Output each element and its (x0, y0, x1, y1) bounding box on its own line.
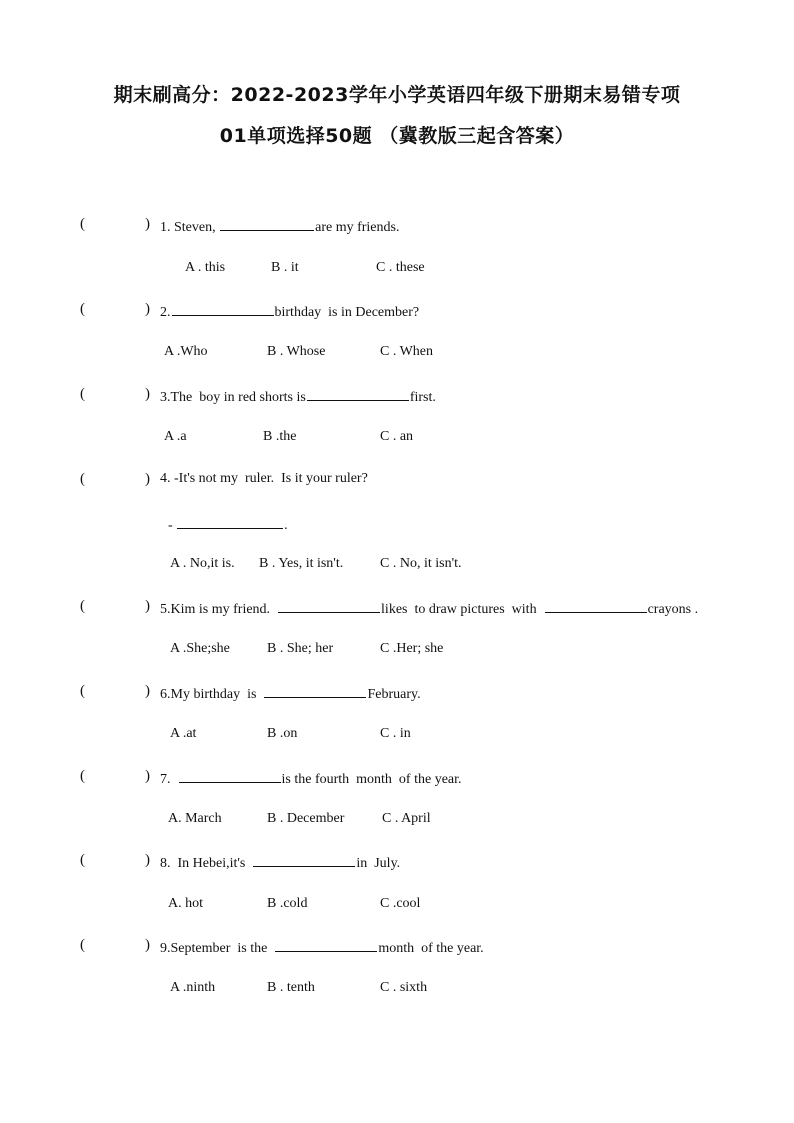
option-b: B . December (267, 811, 345, 826)
option-b: B .the (263, 429, 297, 444)
option-c: C . in (380, 726, 411, 741)
question-4 (0, 469, 794, 493)
answer-blank (253, 852, 355, 867)
answer-paren-left: ( (80, 471, 85, 487)
answer-blank (172, 301, 274, 316)
stem-text: February. (367, 687, 421, 702)
stem-text: is the fourth month of the year. (281, 772, 462, 787)
options-row (0, 342, 794, 364)
options-row (0, 809, 794, 831)
stem-text: are my friends. (315, 220, 400, 235)
question-9 (0, 935, 794, 959)
stem-text: month of the year. (378, 941, 484, 956)
answer-paren-right: ) (145, 852, 150, 868)
option-b: B .cold (267, 896, 308, 911)
stem-text: in July. (356, 856, 401, 871)
option-a: A. March (168, 811, 222, 826)
answer-paren-right: ) (145, 683, 150, 699)
option-c: C . sixth (380, 980, 428, 995)
option-b: B .on (267, 726, 298, 741)
dash-text: - (168, 518, 177, 533)
answer-paren-right: ) (145, 301, 150, 317)
option-a: A . this (185, 260, 226, 275)
stem-text: 8. In Hebei,it's (160, 856, 253, 871)
question-1 (0, 214, 794, 238)
option-c: C . April (382, 811, 431, 826)
option-c: C . No, it isn't. (380, 556, 462, 571)
answer-line (0, 512, 794, 534)
answer-paren-left: ( (80, 216, 85, 232)
answer-paren-left: ( (80, 852, 85, 868)
stem-text: 1. Steven, (160, 220, 220, 235)
stem-text: likes to draw pictures with (381, 602, 544, 617)
options-row (0, 724, 794, 746)
answer-blank (220, 216, 314, 231)
answer-paren-right: ) (145, 386, 150, 402)
answer-paren-left: ( (80, 768, 85, 784)
question-stem (160, 301, 419, 321)
answer-paren-right: ) (145, 768, 150, 784)
answer-paren-left: ( (80, 301, 85, 317)
option-a: A . No,it is. (170, 556, 235, 571)
answer-paren-right: ) (145, 937, 150, 953)
option-a: A .Who (164, 344, 208, 359)
answer-paren-right: ) (145, 471, 150, 487)
stem-text: 3.The boy in red shorts is (160, 390, 306, 405)
options-row (0, 978, 794, 1000)
option-b: B . Yes, it isn't. (259, 556, 344, 571)
option-b: B . Whose (267, 344, 326, 359)
question-stem (160, 852, 400, 872)
answer-dash-line: - . (168, 514, 288, 534)
answer-blank (545, 598, 647, 613)
option-b: B . it (271, 260, 299, 275)
option-b: B . She; her (267, 641, 334, 656)
option-a: A .ninth (170, 980, 216, 995)
answer-paren-left: ( (80, 386, 85, 402)
option-b: B . tenth (267, 980, 315, 995)
stem-text: first. (409, 390, 436, 405)
question-5 (0, 596, 794, 620)
stem-text: crayons . (647, 602, 699, 617)
answer-blank (177, 514, 283, 529)
question-7 (0, 766, 794, 790)
options-row (0, 554, 794, 576)
stem-text: birthday is in December? (274, 305, 420, 320)
answer-paren-left: ( (80, 683, 85, 699)
question-stem: 4. -It's not my ruler. Is it your ruler? (160, 471, 368, 486)
question-8 (0, 850, 794, 874)
option-c: C . an (380, 429, 414, 444)
stem-text: 6.My birthday is (160, 687, 264, 702)
stem-text: 7. (160, 772, 178, 787)
answer-paren-right: ) (145, 216, 150, 232)
stem-text: 9.September is the (160, 941, 275, 956)
answer-paren-left: ( (80, 598, 85, 614)
question-stem (160, 598, 698, 618)
question-stem (160, 768, 462, 788)
options-row (0, 894, 794, 916)
question-2 (0, 299, 794, 323)
options-row (0, 258, 794, 280)
option-c: C .cool (380, 896, 421, 911)
question-stem (160, 937, 484, 957)
document-title-line-2: 01单项选择50题 （冀教版三起含答案） (219, 125, 575, 147)
option-c: C .Her; she (380, 641, 444, 656)
answer-blank (307, 386, 409, 401)
option-a: A. hot (168, 896, 203, 911)
answer-blank (179, 768, 281, 783)
answer-paren-right: ) (145, 598, 150, 614)
stem-text: 2. (160, 305, 171, 320)
question-3 (0, 384, 794, 408)
answer-blank (275, 937, 377, 952)
document-title-line-1: 期末刷高分：2022-2023学年小学英语四年级下册期末易错专项 (113, 84, 681, 106)
answer-blank (278, 598, 380, 613)
answer-paren-left: ( (80, 937, 85, 953)
question-stem (160, 216, 399, 236)
option-c: C . these (376, 260, 425, 275)
options-row (0, 639, 794, 661)
option-c: C . When (380, 344, 434, 359)
option-a: A .She;she (170, 641, 230, 656)
question-6 (0, 681, 794, 705)
option-a: A .at (170, 726, 197, 741)
options-row (0, 427, 794, 449)
question-stem (160, 683, 421, 703)
stem-text: 5.Kim is my friend. (160, 602, 278, 617)
answer-blank (264, 683, 366, 698)
option-a: A .a (164, 429, 187, 444)
question-stem (160, 386, 436, 406)
